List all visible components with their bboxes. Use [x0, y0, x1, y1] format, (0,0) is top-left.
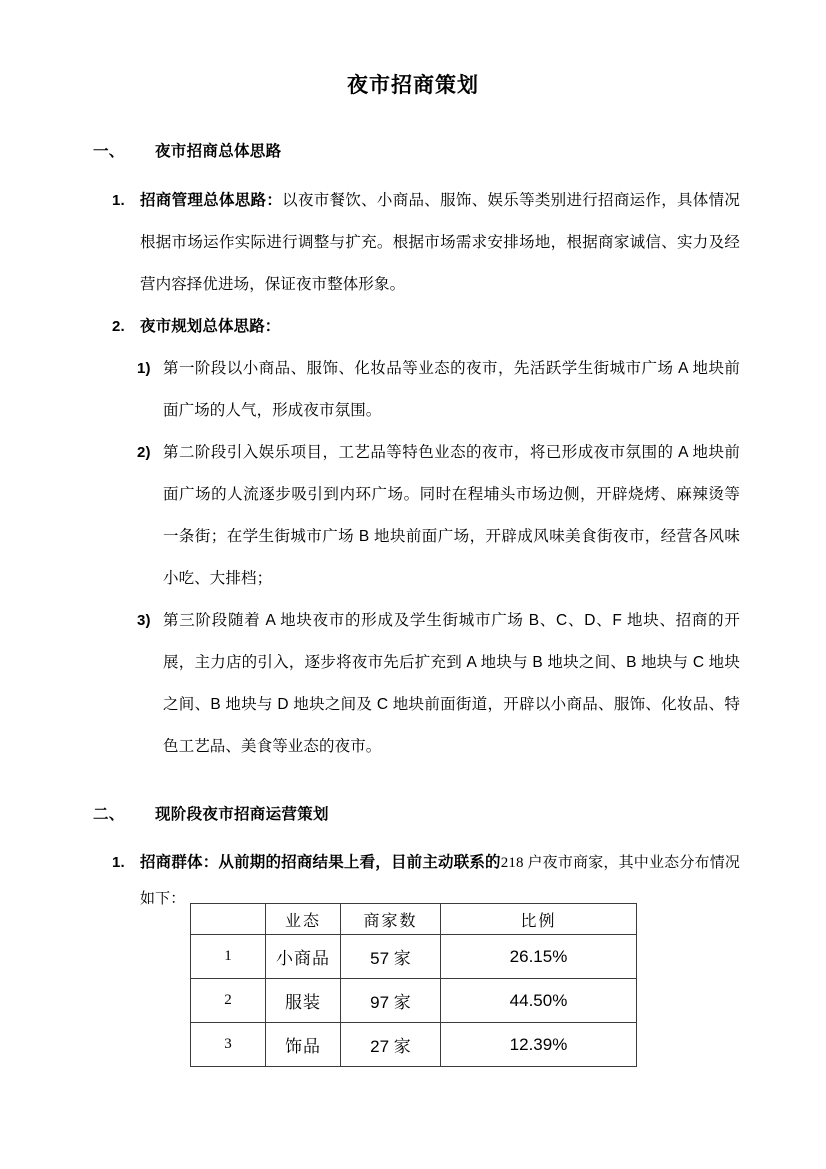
table-cell-percent: 12.39% — [441, 1023, 637, 1067]
table-header-category: 业态 — [266, 904, 341, 935]
table-header-index — [191, 904, 266, 935]
table-cell-index: 2 — [191, 979, 266, 1023]
list-item-lead: 招商管理总体思路： — [140, 192, 283, 209]
sub-list-marker: 2) — [137, 444, 151, 461]
table-cell-category: 饰品 — [266, 1023, 341, 1067]
sub-list-item-text: 第三阶段随着 A 地块夜市的形成及学生街城市广场 B、C、D、F 地块、招商的开展，主力店的引入，逐步将夜市先后扩充到 A 地块与 B 地块之间、B 地块与 C 地块之间、B 地块与 D 地块之间及 C 地块前面街道，开辟以小商品、服饰、化妆品、特色工艺品、美食等业态的夜市。 — [163, 612, 740, 755]
list-item-1-1 — [112, 180, 740, 306]
sub-list-item-3 — [137, 600, 740, 768]
section-number-1: 一、 — [93, 143, 125, 160]
list-marker: 1. — [112, 854, 125, 871]
sub-list-item-text: 第一阶段以小商品、服饰、化妆品等业态的夜市，先活跃学生街城市广场 A 地块前面广场的人气，形成夜市氛围。 — [163, 360, 740, 419]
sub-list-item-2 — [137, 432, 740, 600]
list-item-1-2 — [112, 306, 740, 348]
table-cell-percent: 26.15% — [441, 935, 637, 979]
list-item-body — [140, 306, 740, 348]
sub-list-marker: 1) — [137, 360, 151, 377]
merchant-stats-table — [190, 903, 637, 1067]
section-title-1: 夜市招商总体思路 — [155, 143, 282, 160]
table-cell-percent: 44.50% — [441, 979, 637, 1023]
list-item-lead: 夜市规划总体思路： — [140, 318, 281, 335]
table-cell-index: 3 — [191, 1023, 266, 1067]
section-title-2: 现阶段夜市招商运营策划 — [155, 806, 329, 823]
table-cell-category: 服装 — [266, 979, 341, 1023]
table-cell-count: 97 家 — [341, 979, 441, 1023]
table-cell-count: 27 家 — [341, 1023, 441, 1067]
list-item-text: 以夜市餐饮、小商品、服饰、娱乐等类别进行招商运作，具体情况根据市场运作实际进行调整与扩充。根据市场需求安排场地，根据商家诚信、实力及经营内容择优进场，保证夜市整体形象。 — [140, 192, 740, 293]
section-heading-2 — [93, 802, 329, 824]
sub-list-item-text: 第二阶段引入娱乐项目，工艺品等特色业态的夜市，将已形成夜市氛围的 A 地块前面广场的人流逐步吸引到内环广场。同时在程埔头市场边侧，开辟烧烤、麻辣烫等一条街；在学生街城市广场 B 地块前面广场，开辟成风味美食街夜市，经营各风味小吃、大排档； — [163, 444, 740, 587]
list-item-lead: 招商群体：从前期的招商结果上看，目前主动联系的 — [140, 854, 501, 871]
page-title: 夜市招商策划 — [347, 74, 479, 97]
table-cell-index: 1 — [191, 935, 266, 979]
list-marker: 2. — [112, 318, 125, 335]
list-item-text-serif: 218 户夜市商家，其中业态分布情况如下： — [140, 855, 740, 907]
sub-list-marker: 3) — [137, 612, 151, 629]
list-marker: 1. — [112, 192, 125, 209]
sub-list-item-1 — [137, 348, 740, 432]
section-number-2: 二、 — [93, 806, 125, 823]
table-row — [191, 935, 637, 979]
merchant-stats-table-wrapper — [190, 903, 636, 1067]
table-cell-category: 小商品 — [266, 935, 341, 979]
table-header-count: 商家数 — [341, 904, 441, 935]
section-heading-1 — [93, 139, 281, 161]
list-item-body — [140, 180, 740, 306]
table-header-row — [191, 904, 637, 935]
table-row — [191, 1023, 637, 1067]
table-row — [191, 979, 637, 1023]
table-header-percent: 比例 — [441, 904, 637, 935]
table-cell-count: 57 家 — [341, 935, 441, 979]
